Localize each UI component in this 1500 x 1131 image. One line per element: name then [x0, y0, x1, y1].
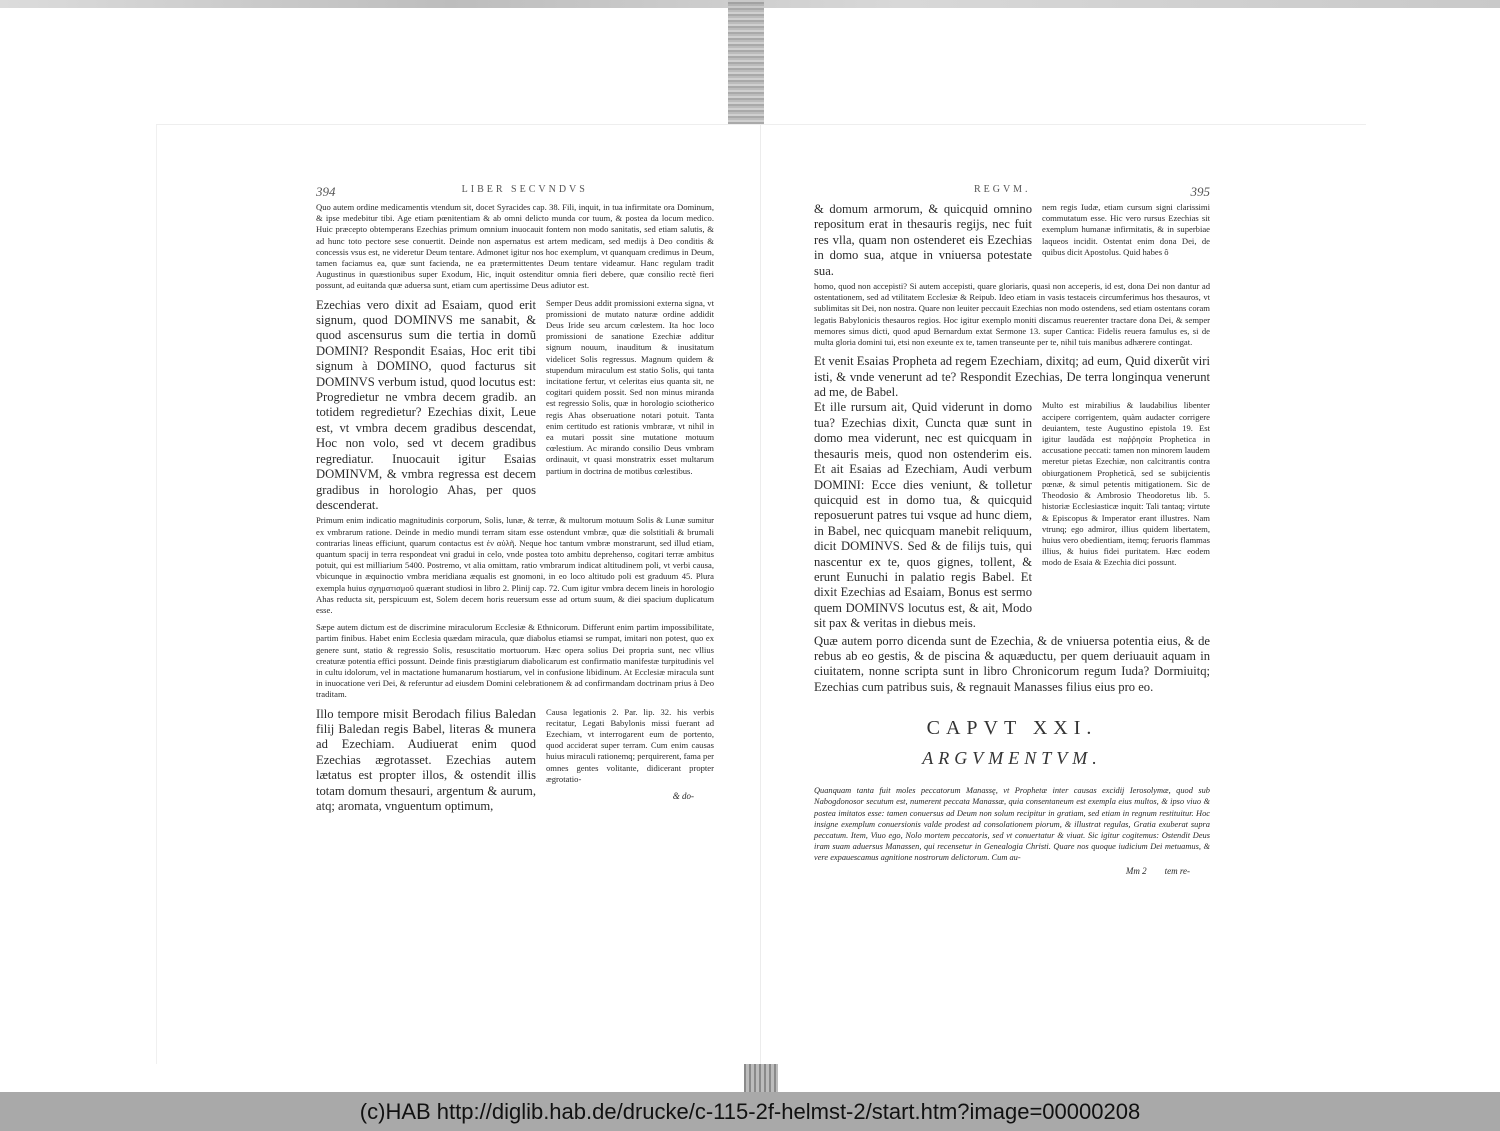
left-intro-note: Quo autem ordine medicamentis vtendum sit, docet Syracides cap. 38. Fili, inquit, in tua infirmitate ora Dominum, & ipse medebitur tibi. Age etiam pœnitentiam & ab omni delicto munda cor tuum, & postea da locum medico. Huic præcepto obtemperans Ezechias primum omnium inuocauit fontem non modo sanitatis, sed etiam salutis, & ad hunc toto pectore sese conuertit. Deinde non aspernatus est artem medicam, sed medijs à Deo conditis & concessis vsus est, ne videretur Deum tentare. Admonet igitur nos hoc exemplum, vt quanquam credimus in Deum, tamen faciamus ea, quæ sunt facienda, ne ea prætermittentes Deum tentare videamur. Hanc regulam tradit Augustinus in quæstionibus super Exodum, Hic, inquit ostenditur omnia fieri debere, quæ consilio rectè fieri possunt, ad euitanda quæ aduersa sunt, etiam cum apertissime Deus adiutor est. — [316, 202, 714, 291]
right-main-text-1: & domum armorum, & quicquid omnino repositum erat in thesauris regijs, nec fuit res vlla, quam non ostenderet eis Ezechias in domo sua, atque in vniuersa potestate sua. — [814, 202, 1032, 278]
left-side-note-1: Semper Deus addit promissioni externa signa, vt promissioni de mutato naturæ ordine addidit Deus Iride seu arcum cœlestem. Ita hoc loco promissioni de sanatione Ezechiæ additur signum nouum, inauditum & inusitatum videlicet Solis regressus. Magnum quidem & stupendum miraculum est statio Solis, qui tanta incitatione fertur, vt celeritas eius quanta sit, ne cogitari quidem possit. Sed non minus miranda est regressio Solis, quæ in horologio sciotherico regis Ahas obseruatione notari potuit. Tanta enim certitudo est rationis vmbraræ, vt nihil in ea mutari possit sine mutatione motuum cœlestium. Ac mirando consilio Deus vmbram ordinauit, vt quasi monstratrix esset multarum partium in doctrina de motibus cœlestibus. — [546, 297, 714, 476]
argumentum-text: Quanquam tanta fuit moles peccatorum Manassę, vt Prophetæ inter causas excidij Ierosolymæ, quod sub Nabogdonosor secutum est, numerent peccata Manassæ, quia consentaneum est exempla eius multos, & ipso viuo & postea imitatos esse: tamen conuersus ad Deum non solum recipitur in gratiam, sed etiam in regnum restituitur. Hoc insigne exemplum conuersionis valde prodest ad consolationem piorum, & illustrat regulas, Gratia exuberat supra peccatum. Item, Viuo ego, Nolo mortem peccatoris, sed vt conuertatur & viuat. Sic igitur cogitemus: Ostendit Deus iram suam aduersus Manassen, qui recensetur in Genealogia Christi. Quare nos quoque iudicium Dei metuamus, & vere expauescamus agnitione nostrorum delictorum. Cum au- — [814, 786, 1210, 863]
left-main-text-1: Ezechias vero dixit ad Esaiam, quod erit signum, quod DOMINVS me sanabit, & quod ascensurus sum die tertia in domũ DOMINI? Respondit Esaias, Hoc erit tibi signum à DOMINO, quod facturus sit DOMINVS verbum istud, quod locutus est: Progredietur ne vmbra decem gradib. an totidem regredietur? Ezechias dixit, Leue est, vt vmbra decem gradibus descendat, Hoc non volo, sed vt decem gradibus regrediatur. Inuocauit igitur Esaias DOMINVM, & vmbra regressa est decem gradibus in horologio Ahas, per quos descenderat. — [316, 297, 536, 512]
right-section-1 — [814, 202, 1210, 279]
page-edge-top — [156, 124, 1366, 125]
left-page-number: 394 — [316, 184, 336, 199]
right-main-text-2b: Et ille rursum ait, Quid viderunt in domo tua? Ezechias dixit, Cuncta quæ sunt in domo mea viderunt, nec est quicquam in thesauris meis, quod non ostenderim eis. Et ait Esaias ad Ezechiam, Audi verbum DOMINI: Ecce dies veniunt, & tolletur quicquid est in domo tua, & quicquid reposuerunt patres tui vsque ad hunc diem, in Babel, nec quicquam manebit reliquum, dicit DOMINVS. Sed & de filijs tuis, qui nascentur ex te, quos gignes, tollent, & erunt Eunuchi in palatio regis Babel. Et dixit Ezechias ad Esaiam, Bonus est sermo quem DOMINVS locutus est, & ait, Modo sit pax & veritas in diebus meis. — [814, 400, 1032, 631]
left-main-text-2: Illo tempore misit Berodach filius Baledan filij Baledan regis Babel, literas & munera ad Ezechiam. Audiuerat enim quod Ezechias ægrotasset. Ezechias autem lætatus est propter illos, & ostendit illis totam domum thesauri, argentum & aurum, atq; aromata, vnguentum optimum, — [316, 706, 536, 813]
right-running-title: REGVM. — [973, 184, 1031, 195]
page-edge — [156, 124, 157, 1064]
left-note-continued: Primum enim indicatio magnitudinis corporum, Solis, lunæ, & terræ, & multorum motuum Solis & Lunæ sumitur ex vmbrarum ratione. Deinde in medio mundi terram sitam esse ostendunt vmbræ, quæ die solstitiali & brumali contrarias lineas efficiunt, quarum contactus est ἐν αὐλῆ. Neque hoc tantum vmbræ monstrarunt, sed illud etiam, quantum spacij in terra respondeat vni gradui in celo, vnde postea toto ambitu deprehenso, cogitari terræ ambitus potuit, qui est milliarium 5400. Postremo, vt alia omittam, ratio vmbrarum indicat altitudinem poli, vt verbi causa, vbicunque in æquinoctio vmbra meridiana æqualis est gnomoni, in eo loco altitudo poli est graduum 45. Plura exempla huius σχηματισμοῦ quærant studiosi in libro 2. Plinij cap. 72. Cum igitur vmbra decem lineis in horologio Ahas reducta sit, perspicuum est, Solem decem horis reuersum esse ad ortum suum, & diei spacium duplicatum esse. — [316, 515, 714, 615]
right-running-head — [814, 184, 1210, 202]
footer-url-text: (c)HAB http://diglib.hab.de/drucke/c-115-2f-helmst-2/start.htm?image=00000208 — [359, 1098, 1141, 1124]
right-side-note-2: Multo est mirabilius & laudabilius libenter accipere corrigentem, quàm audacter corrigere deuiantem, teste Augustino epistola 19. Est igitur laudãda est παῤῥησία Prophetica in accusatione peccati: tamen non minorem laudem meretur pietas Ezechiæ, non calcitrantis contra obiurgationem Propheticã, sed se subijcientis pœnæ, & simul petentis mitigationem. Sic de Theodosio & Ambrosio Theodoretus lib. 5. historiæ Ecclesiasticæ inquit: Tali tantaq; virtute & Episcopus & Imperator erant illustres. Nam vtrunq; ego admiror, illius quidem libertatem, huius vero obedientiam, itemq; feruoris flammas illius, & huius fidei puritatem. Hæc eodem modo de Esaia & Ezechia dici possunt. — [1042, 400, 1210, 568]
left-running-head — [316, 184, 714, 202]
copyright-footer — [0, 1092, 1500, 1131]
signature-mark: Mm 2 — [1125, 865, 1147, 876]
left-note-miracles: Sæpe autem dictum est de discrimine miraculorum Ecclesiæ & Ethnicorum. Differunt enim partim impossibilitate, partim finibus. Habet enim Ecclesia quædam miracula, quæ diabolus etiamsi se rumpat, imitari non potest, quo ex genere sunt, statio & regressio Solis, resuscitatio mortuorum. Hæc opera solius Dei propria sunt, nec vllius creaturæ potentia effici possunt. Deinde finis præstigiarum diabolicarum est confirmatio manifestæ turpitudinis vel in cultu idolorum, vel in mactatione humanarum hostiarum, vel in confusione libidinum. At Ecclesiæ miracula sunt in inuocatione veri Dei, & referuntur ad eiusdem Domini celebrationem & ad confirmandam doctrinam prius à Deo traditam. — [316, 622, 714, 700]
right-main-text-2a: Et venit Esaias Propheta ad regem Ezechiam, dixitq; ad eum, Quid dixerũt viri isti, & vnde venerunt ad te? Respondit Ezechias, De terra longinqua venerunt ad me, de Babel. — [814, 354, 1210, 400]
left-catchword: & do- — [672, 790, 694, 801]
right-note-continued: homo, quod non accepisti? Si autem accepisti, quare gloriaris, quasi non acceperis, id est, dona Dei non dantur ad ostentationem, sed ad vtilitatem Ecclesiæ & Reipub. Ideo etiam in vasis testaceis circumferimus hos thesauros, vt sublimitas sit Dei, non nostra. Quare non leuiter peccauit Ezechias non modo ostendens, sed etiam ostentans coram legatis Babylonicis thesauros regios. Hoc igitur exemplo moniti discamus reuerenter tractare dona Dei, & semper memores simus dicti, quod apud Bernardum extat Sermone 13. super Cantica: Fidelis reuera famulus es, si de multa gloria domini tui, etsi non exeunte ex te, tamen transeunte per te, nihil tuis manibus adhærere contingat. — [814, 281, 1210, 348]
right-side-note-1: nem regis Iudæ, etiam cursum signi clarissimi commutatum esse. Hic vero rursus Ezechias sit exemplum humanæ infirmitatis, & in superbiae laqueos incidit. Ostentat enim dona Dei, de quibus dicit Apostolus. Quid habes ô — [1042, 202, 1210, 257]
right-page — [814, 184, 1210, 876]
left-running-title: LIBER SECVNDVS — [461, 184, 588, 195]
binding-shadow-bottom — [744, 1064, 778, 1092]
right-main-text-3: Quæ autem porro dicenda sunt de Ezechia, & de vniuersa potentia eius, & de rebus ab eo gestis, & de piscina & aquæductu, per quem deriuauit aquam in ciuitatem, nonne scripta sunt in libro Chronicorum regum Iuda? Dormiuitq; Ezechias cum patribus suis, & regnauit Manasses filius eius pro eo. — [814, 633, 1210, 694]
binding-shadow-top — [728, 0, 764, 124]
argumentum-title: ARGVMENTVM. — [922, 748, 1102, 769]
gutter — [760, 124, 761, 1064]
chapter-title: CAPVT XXI. — [926, 717, 1098, 740]
left-section-1 — [316, 298, 714, 514]
signature-line — [814, 866, 1210, 876]
left-side-note-2: Causa legationis 2. Par. lip. 32. his verbis recitatur, Legati Babylonis missi fuerant ad Ezechiam, vt interrogarent eum de portento, quod acciderat super terram. Cum enim causas huius miraculi rationemq; perquirerent, fama per omnes gentes volitante, didicerant propter ægrotatio- — [546, 706, 714, 784]
right-section-2 — [814, 400, 1210, 631]
right-page-number: 395 — [1190, 184, 1210, 199]
left-section-2 — [316, 707, 714, 815]
right-catchword: tem re- — [1164, 865, 1190, 876]
left-page — [316, 184, 714, 816]
